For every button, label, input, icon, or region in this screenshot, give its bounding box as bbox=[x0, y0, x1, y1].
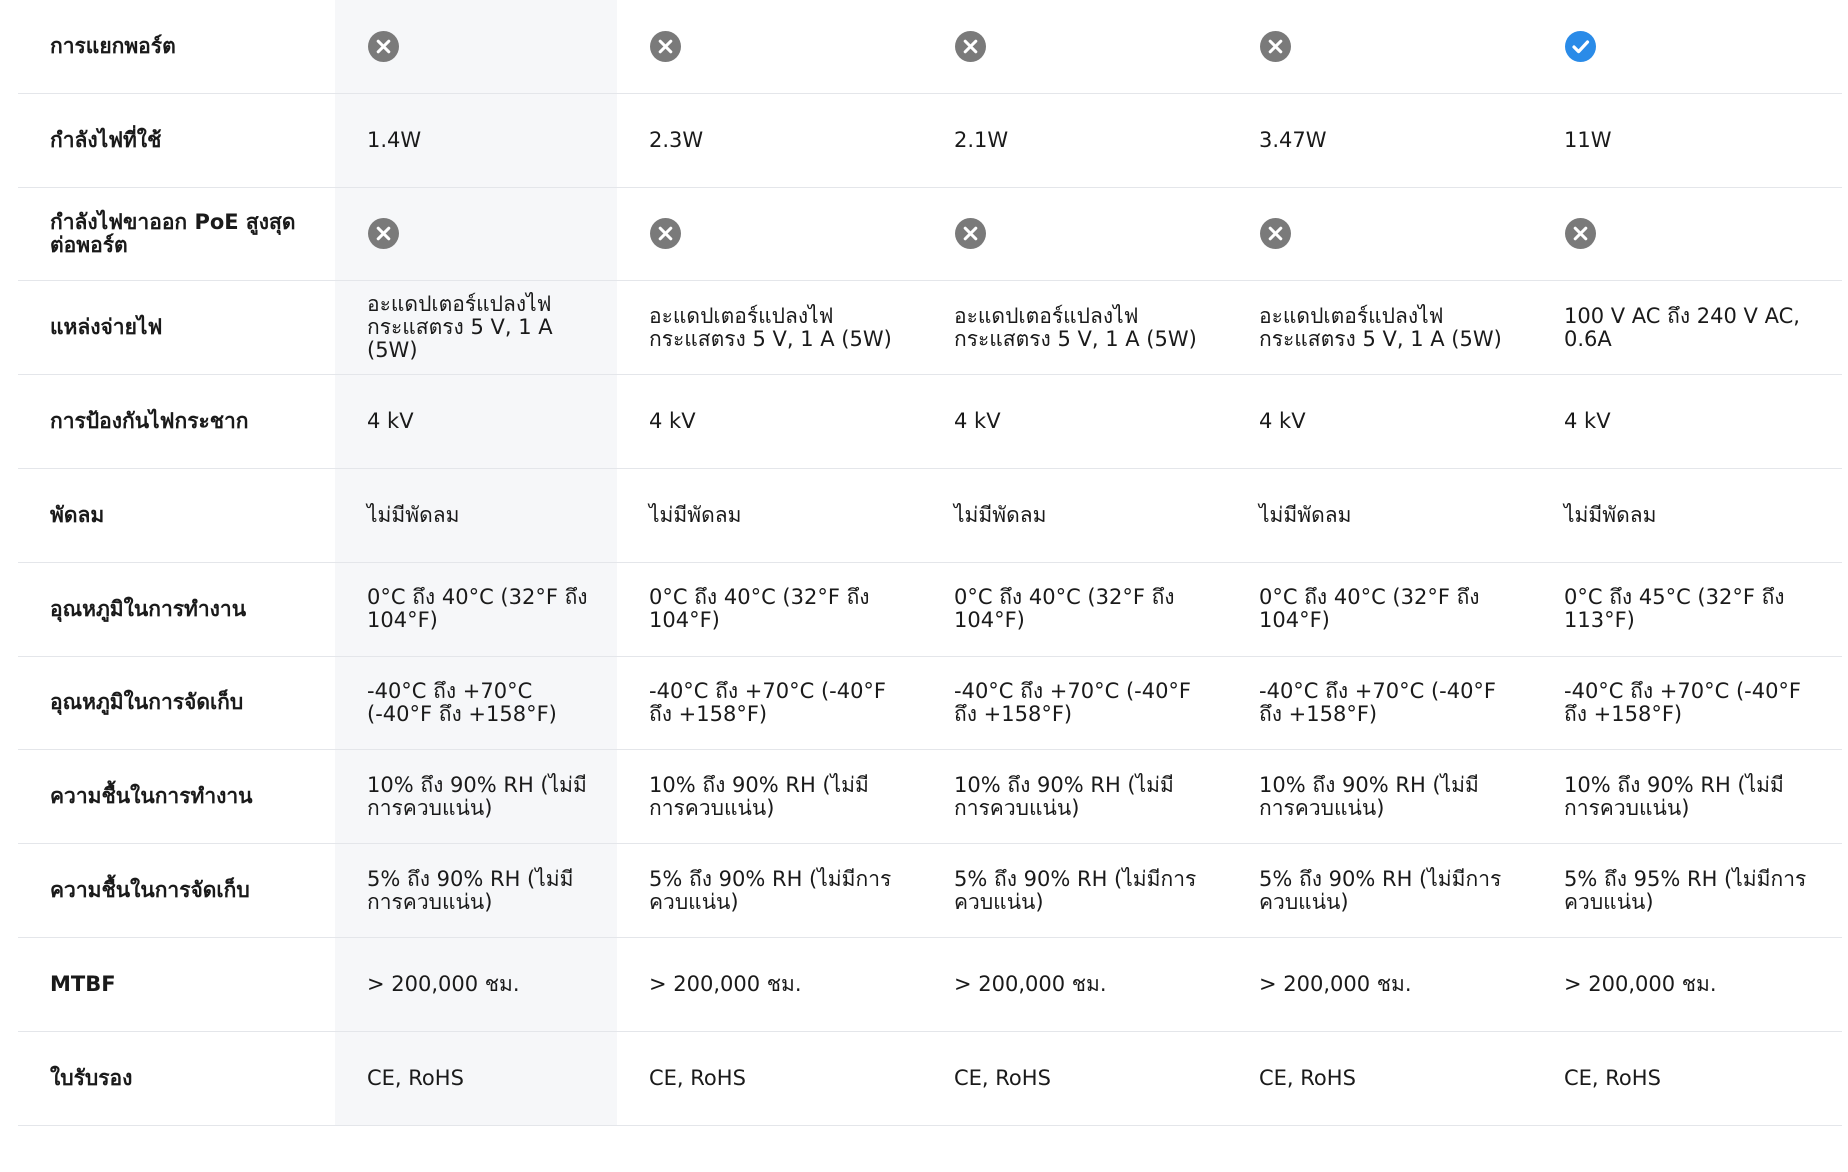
spec-cell bbox=[922, 188, 1227, 281]
spec-value: -40°C ถึง +70°C (-40°F ถึง +158°F) bbox=[1564, 678, 1802, 726]
spec-value: 100 V AC ถึง 240 V AC, 0.6A bbox=[1564, 303, 1800, 351]
spec-value: 2.3W bbox=[649, 127, 704, 152]
spec-row bbox=[18, 0, 1842, 94]
spec-row bbox=[18, 94, 1842, 188]
x-circle-icon bbox=[1260, 31, 1291, 62]
spec-cell bbox=[1532, 0, 1842, 93]
spec-value: ไม่มีพัดลม bbox=[954, 502, 1047, 527]
spec-value: 4 kV bbox=[367, 409, 414, 434]
spec-label: การแยกพอร์ต bbox=[50, 33, 176, 58]
spec-value: 11W bbox=[1564, 127, 1612, 152]
spec-value: CE, RoHS bbox=[1259, 1065, 1356, 1090]
spec-value: CE, RoHS bbox=[1564, 1065, 1661, 1090]
spec-cell bbox=[617, 188, 922, 281]
spec-value: ไม่มีพัดลม bbox=[367, 502, 460, 527]
spec-value: 10% ถึง 90% RH (ไม่มีการควบแน่น) bbox=[1259, 772, 1479, 820]
spec-value: CE, RoHS bbox=[367, 1065, 464, 1090]
spec-cell bbox=[335, 188, 617, 281]
spec-value: ไม่มีพัดลม bbox=[1259, 502, 1352, 527]
spec-label: ความชื้นในการจัดเก็บ bbox=[50, 878, 250, 903]
spec-value: 3.47W bbox=[1259, 127, 1327, 152]
spec-comparison-table bbox=[18, 0, 1842, 1126]
spec-row bbox=[18, 375, 1842, 469]
spec-value: 2.1W bbox=[954, 127, 1009, 152]
spec-cell bbox=[335, 0, 617, 93]
spec-label: การป้องกันไฟกระชาก bbox=[50, 409, 249, 434]
spec-value: อะแดปเตอร์แปลงไฟกระแสตรง 5 V, 1 A (5W) bbox=[1259, 303, 1502, 351]
x-circle-icon bbox=[650, 218, 681, 249]
spec-value: > 200,000 ชม. bbox=[649, 971, 802, 996]
spec-label: ความชื้นในการทำงาน bbox=[50, 784, 253, 809]
spec-value: > 200,000 ชม. bbox=[954, 971, 1107, 996]
spec-cell bbox=[617, 0, 922, 93]
spec-value: > 200,000 ชม. bbox=[1564, 971, 1717, 996]
spec-value: 0°C ถึง 40°C (32°F ถึง 104°F) bbox=[367, 585, 588, 633]
spec-value: 0°C ถึง 40°C (32°F ถึง 104°F) bbox=[1259, 585, 1480, 633]
spec-value: -40°C ถึง +70°C (-40°F ถึง +158°F) bbox=[954, 678, 1192, 726]
spec-row bbox=[18, 657, 1842, 751]
spec-value: -40°C ถึง +70°C (-40°F ถึง +158°F) bbox=[1259, 678, 1497, 726]
spec-value: 5% ถึง 90% RH (ไม่มีการควบแน่น) bbox=[367, 866, 574, 914]
spec-value: 10% ถึง 90% RH (ไม่มีการควบแน่น) bbox=[367, 772, 587, 820]
spec-label: กำลังไฟขาออก PoE สูงสุดต่อพอร์ต bbox=[50, 209, 296, 257]
spec-row bbox=[18, 188, 1842, 282]
spec-row bbox=[18, 281, 1842, 375]
x-circle-icon bbox=[650, 31, 681, 62]
spec-value: ไม่มีพัดลม bbox=[1564, 502, 1657, 527]
spec-value: 10% ถึง 90% RH (ไม่มีการควบแน่น) bbox=[649, 772, 869, 820]
spec-value: 4 kV bbox=[1564, 409, 1611, 434]
spec-value: 4 kV bbox=[954, 409, 1001, 434]
spec-label: อุณหภูมิในการทำงาน bbox=[50, 596, 247, 621]
spec-row bbox=[18, 750, 1842, 844]
spec-value: 10% ถึง 90% RH (ไม่มีการควบแน่น) bbox=[954, 772, 1174, 820]
spec-label: กำลังไฟที่ใช้ bbox=[50, 127, 162, 152]
spec-value: 10% ถึง 90% RH (ไม่มีการควบแน่น) bbox=[1564, 772, 1784, 820]
spec-rows bbox=[18, 0, 1842, 1126]
spec-value: 1.4W bbox=[367, 127, 422, 152]
spec-cell bbox=[1532, 188, 1842, 281]
spec-row bbox=[18, 469, 1842, 563]
spec-value: 4 kV bbox=[649, 409, 696, 434]
x-circle-icon bbox=[955, 218, 986, 249]
spec-value: CE, RoHS bbox=[954, 1065, 1051, 1090]
spec-cell bbox=[1227, 188, 1532, 281]
spec-value: 5% ถึง 90% RH (ไม่มีการควบแน่น) bbox=[649, 866, 892, 914]
spec-value: อะแดปเตอร์แปลงไฟกระแสตรง 5 V, 1 A (5W) bbox=[649, 303, 892, 351]
spec-value: -40°C ถึง +70°C (-40°F ถึง +158°F) bbox=[649, 678, 887, 726]
check-circle-icon bbox=[1565, 31, 1596, 62]
spec-row bbox=[18, 563, 1842, 657]
spec-value: 0°C ถึง 45°C (32°F ถึง 113°F) bbox=[1564, 585, 1785, 633]
spec-value: 0°C ถึง 40°C (32°F ถึง 104°F) bbox=[649, 585, 870, 633]
spec-value: 5% ถึง 95% RH (ไม่มีการควบแน่น) bbox=[1564, 866, 1807, 914]
spec-row bbox=[18, 938, 1842, 1032]
spec-value: > 200,000 ชม. bbox=[1259, 971, 1412, 996]
x-circle-icon bbox=[368, 218, 399, 249]
x-circle-icon bbox=[368, 31, 399, 62]
spec-value: > 200,000 ชม. bbox=[367, 971, 520, 996]
spec-value: 5% ถึง 90% RH (ไม่มีการควบแน่น) bbox=[1259, 866, 1502, 914]
spec-value: CE, RoHS bbox=[649, 1065, 746, 1090]
spec-label: ใบรับรอง bbox=[50, 1065, 133, 1090]
x-circle-icon bbox=[1260, 218, 1291, 249]
spec-label: อุณหภูมิในการจัดเก็บ bbox=[50, 690, 244, 715]
spec-value: ไม่มีพัดลม bbox=[649, 502, 742, 527]
spec-value: อะแดปเตอร์แปลงไฟกระแสตรง 5 V, 1 A (5W) bbox=[954, 303, 1197, 351]
x-circle-icon bbox=[1565, 218, 1596, 249]
spec-value: 4 kV bbox=[1259, 409, 1306, 434]
spec-row bbox=[18, 844, 1842, 938]
x-circle-icon bbox=[955, 31, 986, 62]
spec-value: 0°C ถึง 40°C (32°F ถึง 104°F) bbox=[954, 585, 1175, 633]
spec-value: -40°C ถึง +70°C (-40°F ถึง +158°F) bbox=[367, 678, 557, 726]
spec-value: อะแดปเตอร์แปลงไฟกระแสตรง 5 V, 1 A (5W) bbox=[367, 292, 553, 363]
spec-cell bbox=[922, 0, 1227, 93]
spec-label: แหล่งจ่ายไฟ bbox=[50, 315, 163, 340]
spec-value: 5% ถึง 90% RH (ไม่มีการควบแน่น) bbox=[954, 866, 1197, 914]
spec-cell bbox=[1227, 0, 1532, 93]
spec-row bbox=[18, 1032, 1842, 1126]
spec-label: พัดลม bbox=[50, 502, 105, 527]
spec-label: MTBF bbox=[50, 971, 116, 996]
